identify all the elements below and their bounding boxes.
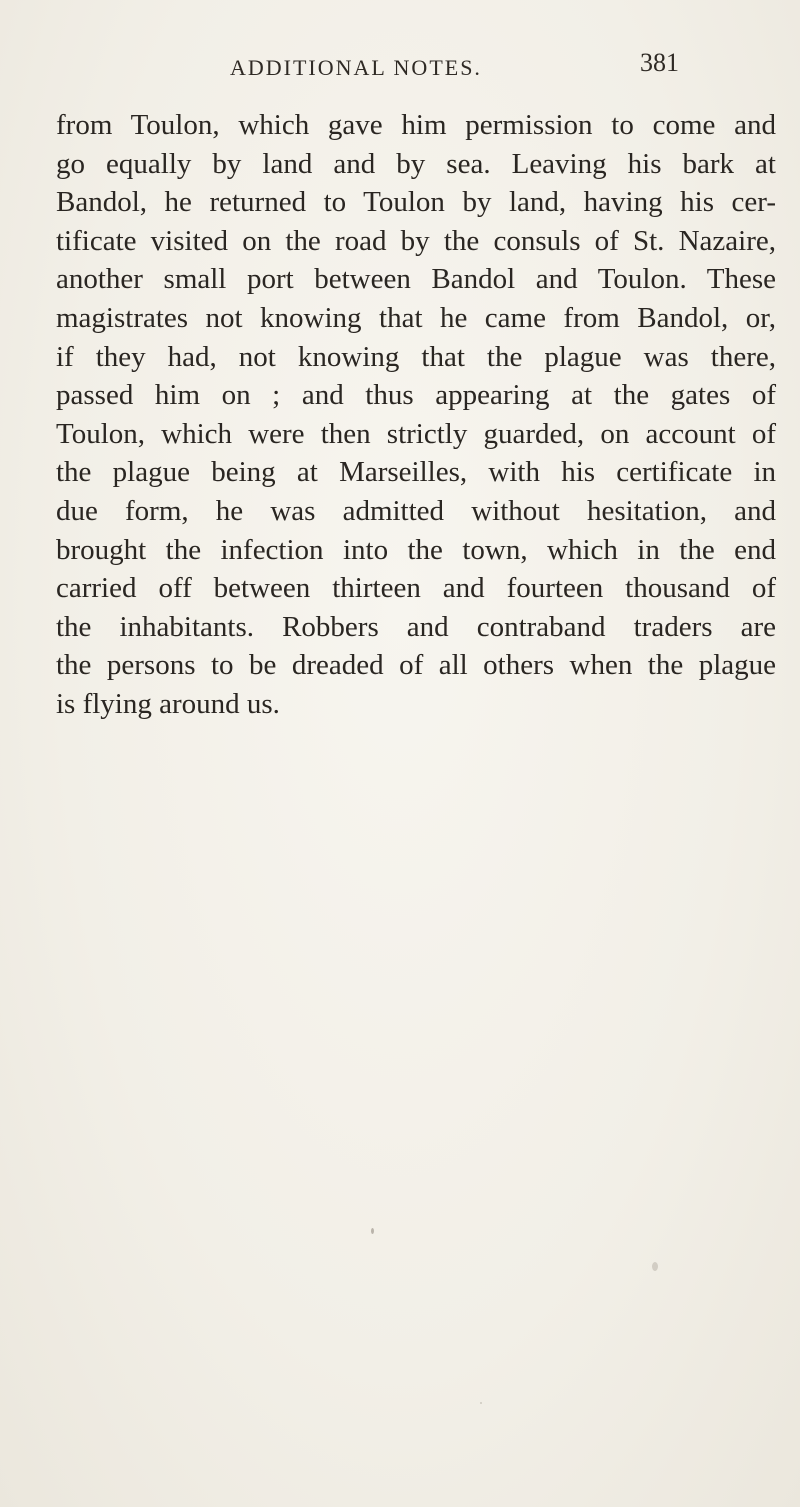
text-line: passed him on ; and thus appearing at the gates of <box>56 379 776 412</box>
paper-speck <box>480 1402 482 1404</box>
text-line: Toulon, which were then strictly guarded, on account of <box>56 417 776 450</box>
text-line: the plague being at Marseilles, with his certificate in <box>56 456 776 489</box>
text-line: due form, he was admitted without hesitation, and <box>56 494 776 527</box>
paper-speck <box>371 1228 374 1234</box>
text-line: the inhabitants. Robbers and contraband traders are <box>56 610 776 643</box>
text-line: brought the infection into the town, which in the end <box>56 533 776 566</box>
text-line: magistrates not knowing that he came from Bandol, or, <box>56 301 776 334</box>
text-line: is flying around us. <box>56 687 280 720</box>
running-head: ADDITIONAL NOTES. <box>230 55 482 80</box>
text-line: carried off between thirteen and fourteen thousand of <box>56 572 776 605</box>
text-line: another small port between Bandol and Toulon. These <box>56 263 776 296</box>
text-line: if they had, not knowing that the plague was there, <box>56 340 776 373</box>
text-line: go equally by land and by sea. Leaving his bark at <box>56 147 776 180</box>
text-line: Bandol, he returned to Toulon by land, having his cer- <box>56 186 776 219</box>
page-number: 381 <box>640 48 679 77</box>
text-line: tificate visited on the road by the consuls of St. Nazaire, <box>56 224 776 257</box>
body-paragraph <box>56 106 776 724</box>
text-line: from Toulon, which gave him permission to come and <box>56 109 776 141</box>
text-line: the persons to be dreaded of all others when the plague <box>56 649 776 682</box>
paper-speck <box>652 1262 658 1271</box>
